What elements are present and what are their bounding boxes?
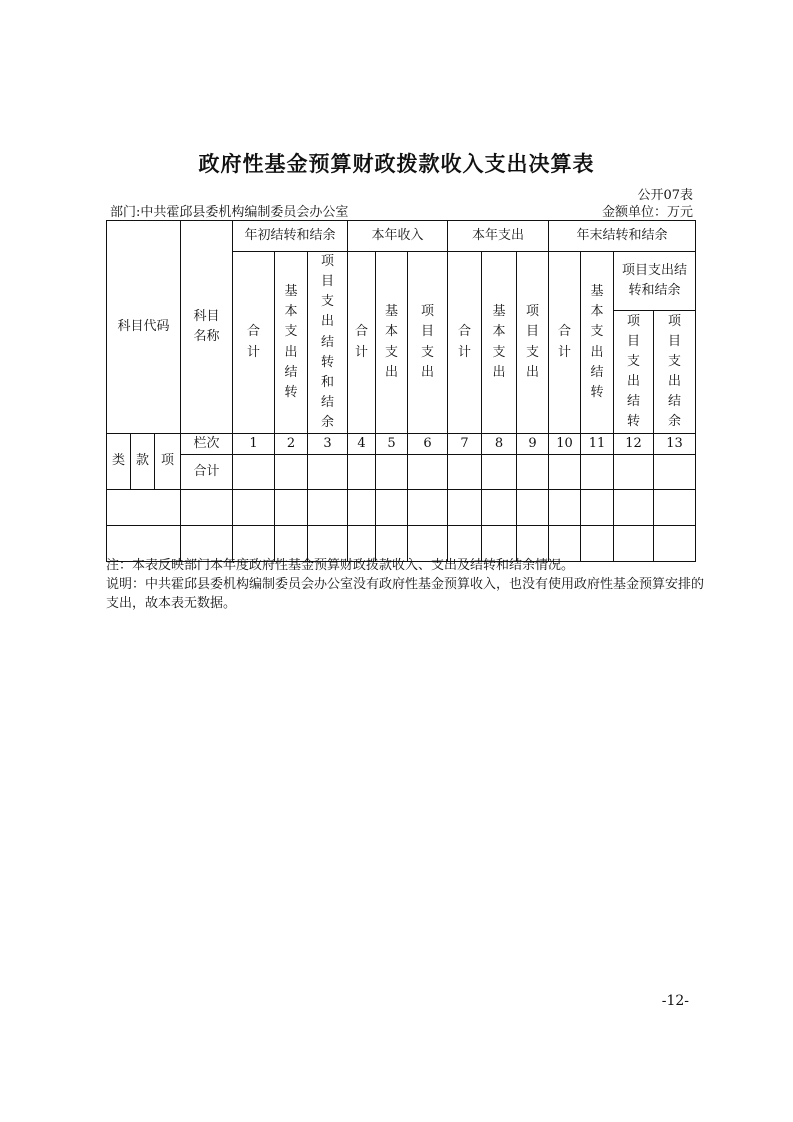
col-closing-project-surplus: 项目支出结余: [654, 310, 696, 434]
col-number: 1: [233, 434, 275, 455]
table-cell: [517, 490, 549, 526]
table-cell: [482, 490, 517, 526]
col-number: 2: [275, 434, 308, 455]
table-cell: [654, 490, 696, 526]
table-cell: [107, 490, 181, 526]
col-number: 6: [408, 434, 448, 455]
col-number: 7: [448, 434, 482, 455]
table-cell: [517, 455, 549, 490]
lei-header: 类: [107, 434, 131, 490]
group-current-income: 本年收入: [348, 221, 448, 252]
col-number: 3: [308, 434, 348, 455]
table-cell: [275, 455, 308, 490]
col-expenditure-basic: 基本支出: [482, 252, 517, 434]
col-number: 4: [348, 434, 376, 455]
col-number: 13: [654, 434, 696, 455]
department-label: 部门:中共霍邱县委机构编制委员会办公室: [110, 205, 349, 220]
budget-table: [106, 220, 696, 562]
col-basic-balance: 基本支出结转: [275, 252, 308, 434]
table-cell: [408, 455, 448, 490]
table-cell: [614, 455, 654, 490]
col-number: 10: [549, 434, 581, 455]
col-income-project: 项目支出: [408, 252, 448, 434]
table-cell: [654, 455, 696, 490]
note-text: 注：本表反映部门本年度政府性基金预算财政拨款收入、支出及结转和结余情况。: [106, 558, 575, 573]
col-project-balance: 项目支出结转和结余: [308, 252, 348, 434]
xiang-header: 项: [155, 434, 181, 490]
col-income-total: 合计: [348, 252, 376, 434]
group-opening-balance: 年初结转和结余: [233, 221, 348, 252]
col-closing-basic: 基本支出结转: [581, 252, 614, 434]
col-number: 5: [376, 434, 408, 455]
col-closing-project-carry: 项目支出结转: [614, 310, 654, 434]
subject-code-header: 科目代码: [107, 221, 181, 434]
table-cell: [348, 455, 376, 490]
table-cell: [233, 490, 275, 526]
col-closing-total: 合计: [549, 252, 581, 434]
page-number: -12-: [661, 993, 689, 1009]
group-current-expenditure: 本年支出: [448, 221, 549, 252]
page-title: 政府性基金预算财政拨款收入支出决算表: [198, 152, 595, 176]
group-closing-balance: 年末结转和结余: [549, 221, 696, 252]
col-number: 11: [581, 434, 614, 455]
table-row: [107, 490, 696, 526]
table-cell: [308, 455, 348, 490]
col-closing-project-group: 项目支出结转和结余: [614, 252, 696, 311]
col-number: 8: [482, 434, 517, 455]
table-cell: [448, 455, 482, 490]
table-cell: [376, 455, 408, 490]
table-cell: [408, 490, 448, 526]
col-total: 合计: [233, 252, 275, 434]
kuan-header: 款: [131, 434, 155, 490]
form-number: 公开07表: [637, 188, 693, 203]
table-cell: [376, 490, 408, 526]
col-expenditure-project: 项目支出: [517, 252, 549, 434]
column-number-row: [107, 434, 696, 455]
table-cell: [448, 490, 482, 526]
table-cell: [549, 455, 581, 490]
table-cell: [482, 455, 517, 490]
table-cell: [233, 455, 275, 490]
col-expenditure-total: 合计: [448, 252, 482, 434]
total-row: [107, 455, 696, 490]
table-cell: [581, 455, 614, 490]
table-cell: [275, 490, 308, 526]
table-cell: [308, 490, 348, 526]
table-cell: [181, 490, 233, 526]
subject-name-header: 科目名称: [181, 221, 233, 434]
table-cell: [348, 490, 376, 526]
table-cell: [549, 490, 581, 526]
explanation-text: 说明：中共霍邱县委机构编制委员会办公室没有政府性基金预算收入，也没有使用政府性基金预算安排的支出，故本表无数据。: [106, 577, 705, 611]
table-cell: [614, 490, 654, 526]
col-number: 12: [614, 434, 654, 455]
col-number: 9: [517, 434, 549, 455]
col-no-label: 栏次: [181, 434, 233, 455]
table-cell: [581, 490, 614, 526]
notes: [106, 556, 706, 613]
col-income-basic: 基本支出: [376, 252, 408, 434]
total-row-label: 合计: [181, 455, 233, 490]
amount-unit: 金额单位：万元: [601, 205, 693, 220]
